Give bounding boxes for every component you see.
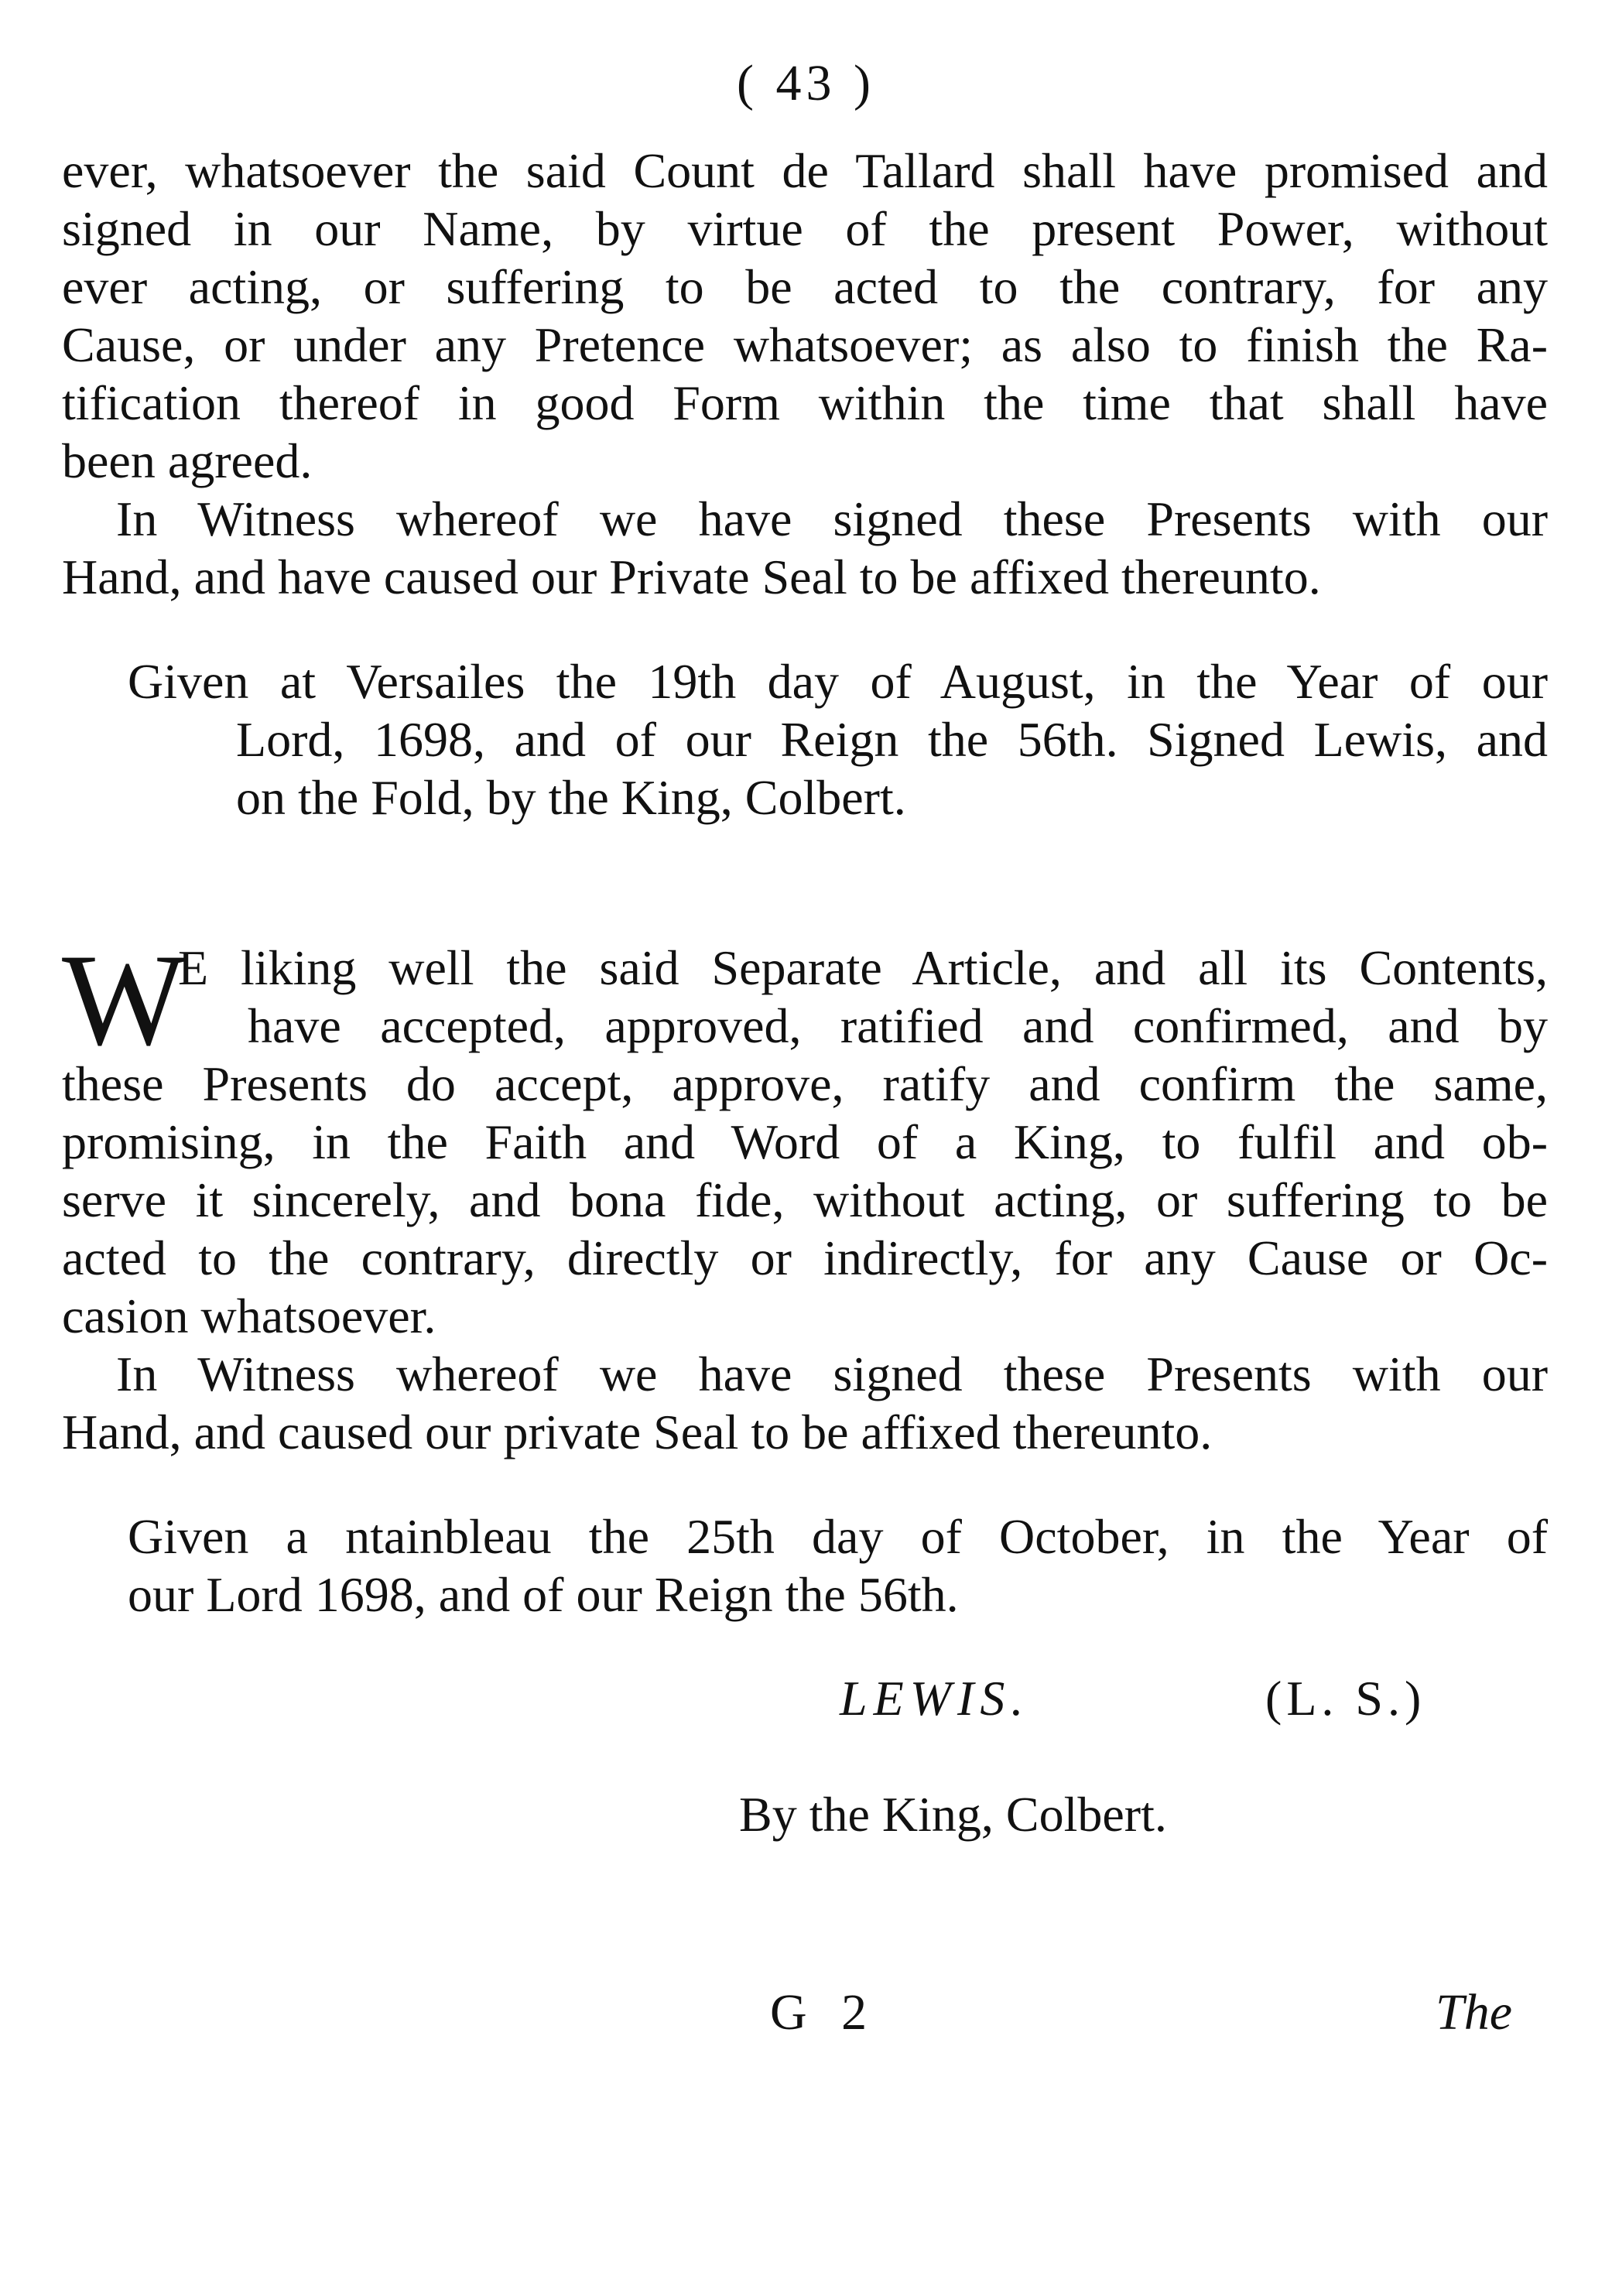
seal-mark: (L. S.) — [1265, 1671, 1426, 1726]
text-line: ever, whatsoever the said Count de Tallard shall have promised and — [62, 143, 1548, 198]
text-line: these Presents do accept, approve, ratify and confirm the same, — [62, 1056, 1548, 1111]
countersignature: By the King, Colbert. — [739, 1787, 1167, 1842]
drop-cap: W — [62, 927, 187, 1073]
dateline-versailles — [128, 652, 1548, 826]
text-line: serve it sincerely, and bona fide, without acting, or suffering to be — [62, 1172, 1548, 1227]
text-line: E liking well the said Separate Article, and all its Contents, — [178, 940, 1548, 995]
text-line: on the Fold, by the King, Colbert. — [236, 770, 906, 825]
dateline-fontainbleau — [128, 1507, 1548, 1624]
text-line: been agreed. — [62, 433, 313, 488]
royal-signature: LEWIS. — [840, 1671, 1030, 1726]
catchword: The — [1436, 1984, 1512, 2041]
text-line: ever acting, or suffering to be acted to the contrary, for any — [62, 259, 1548, 314]
text-line: Given a ntainbleau the 25th day of October, in the Year of — [128, 1509, 1548, 1564]
text-line: Lord, 1698, and of our Reign the 56th. Signed Lewis, and — [236, 712, 1548, 767]
text-line: Hand, and caused our private Seal to be affixed thereunto. — [62, 1405, 1213, 1459]
text-line: our Lord 1698, and of our Reign the 56th. — [128, 1567, 959, 1622]
text-line: Cause, or under any Pretence whatsoever; as also to finish the Ra- — [62, 317, 1548, 372]
text-line: In Witness whereof we have signed these Presents with our — [116, 491, 1548, 546]
text-line: signed in our Name, by virtue of the present Power, without — [62, 201, 1548, 256]
page-number: ( 43 ) — [737, 55, 875, 111]
text-line: tification thereof in good Form within the time that shall have — [62, 375, 1548, 430]
text-line: Given at Versailes the 19th day of August, in the Year of our — [128, 654, 1548, 709]
text-line: Hand, and have caused our Private Seal to be affixed thereunto. — [62, 549, 1321, 604]
paragraph-witness-2 — [62, 1345, 1548, 1461]
paragraph-witness-1 — [62, 490, 1548, 606]
paragraph-ratification — [62, 927, 1548, 1345]
text-line: promising, in the Faith and Word of a King, to fulfil and ob- — [62, 1114, 1548, 1169]
text-line: have accepted, approved, ratified and confirmed, and by — [248, 998, 1548, 1053]
text-line: casion whatsoever. — [62, 1288, 436, 1343]
text-line: acted to the contrary, directly or indirectly, for any Cause or Oc- — [62, 1230, 1548, 1285]
signature-mark: G 2 — [770, 1984, 878, 2041]
text-line: In Witness whereof we have signed these Presents with our — [116, 1346, 1548, 1401]
paragraph-power-clause — [62, 142, 1548, 490]
